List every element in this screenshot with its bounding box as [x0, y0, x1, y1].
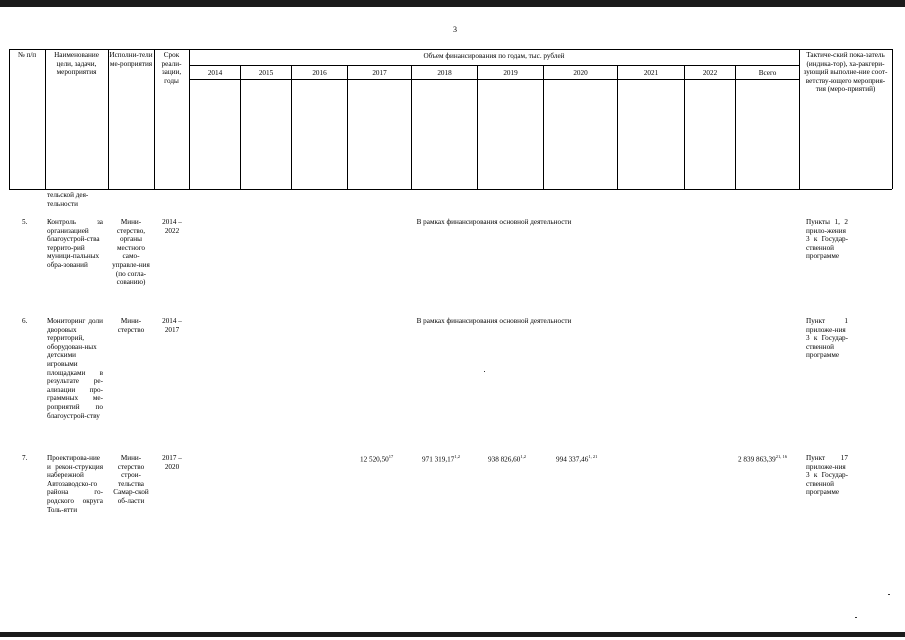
year-2016: 2016: [312, 69, 327, 77]
col-border: [892, 49, 893, 189]
header-name: Наименование цели, задачи, мероприятия: [54, 51, 99, 77]
row-executor: Мини-стерство строи-тельства Самар-ской об-ласти: [113, 454, 149, 505]
year-col-border: [684, 65, 685, 189]
col-border: [9, 49, 10, 189]
row-num: 5.: [22, 218, 28, 226]
year-total: Всего: [758, 69, 777, 77]
row-term: 2017 – 2020: [162, 454, 182, 471]
scan-speck: [855, 617, 857, 618]
row-name: Проектирова-ние и рекон-струкция набережной Автозаводско-го района го-родского округа Толь-ятти: [47, 454, 103, 514]
year-col-border: [291, 65, 292, 189]
year-2019: 2019: [503, 69, 518, 77]
header-num: № п/п: [17, 51, 37, 59]
header-bottom-line: [9, 189, 892, 190]
funding-2019: 938 826,60$^{1,2}$: [488, 454, 526, 464]
years-divider-line: [189, 79, 799, 80]
row-indicator: Пункт 17 приложе-ния 3 к Государ-ственной программе: [806, 454, 848, 497]
year-col-border: [477, 65, 478, 189]
year-2022: 2022: [702, 69, 718, 77]
year-col-border: [543, 65, 544, 189]
header-executors: Исполни-тели ме-роприятия: [109, 51, 153, 68]
year-2021: 2021: [643, 69, 659, 77]
row-name: Контроль за организацией благоустрой-ства террито-рий муници-пальных обра-зований: [47, 218, 103, 269]
row-num: 6.: [22, 317, 28, 325]
header-funding: Объем финансирования по годам, тыс. рублей: [423, 52, 565, 60]
header-top-line: [9, 49, 892, 50]
year-2015: 2015: [258, 69, 274, 77]
row-indicator: Пункт 1 приложе-ния 3 к Государ-ственной программе: [806, 317, 848, 360]
year-col-border: [347, 65, 348, 189]
row-indicator: Пункты 1, 2 прило-жения 3 к Государ-ственной программе: [806, 218, 848, 261]
header-term: Срок реали-зации, годы: [161, 51, 182, 85]
funding-total: 2 839 863,39$^{21, 16}$: [738, 454, 787, 464]
scan-speck: [484, 371, 485, 372]
row-executor: Мини-стерство, органы местного само-управле-ния (по согла-сованию): [112, 218, 150, 287]
row-name: Мониторинг доли дворовых территорий, оборудован-ных детскими игровыми площадками в результате ре-ализации про-граммных ме-роприятий по благоустрой-ству: [47, 317, 103, 420]
year-2017: 2017: [372, 69, 387, 77]
header-indicator: Тактиче-ский пока-затель (индика-тор), ха-ракгери-зующий выполне-ние соот-ветству-ющего мероприя-тия (меро-приятий): [803, 51, 888, 94]
row-term: 2014 – 2017: [162, 317, 182, 334]
top-scan-border: [0, 0, 905, 7]
year-col-border: [735, 65, 736, 189]
year-col-border: [411, 65, 412, 189]
col-border: [108, 49, 109, 189]
year-2014: 2014: [207, 69, 223, 77]
continuation-text: тельской дея-тельности: [47, 191, 89, 208]
row-executor: Мини-стерство: [117, 317, 145, 334]
year-2020: 2020: [573, 69, 588, 77]
year-col-border: [240, 65, 241, 189]
year-col-border: [617, 65, 618, 189]
row-num: 7.: [22, 454, 28, 462]
funding-divider-line: [189, 65, 799, 66]
row-term: 2014 – 2022: [162, 218, 182, 235]
row-funding-note: В рамках финансирования основной деятельности: [416, 218, 572, 226]
funding-2017: 12 520,50$^{17}$: [360, 454, 394, 464]
page-number: 3: [453, 25, 457, 34]
row-funding-note: В рамках финансирования основной деятельности: [416, 317, 572, 325]
scan-speck: [888, 594, 890, 595]
year-2018: 2018: [437, 69, 452, 77]
funding-2018: 971 319,17$^{1,2}$: [422, 454, 460, 464]
bottom-scan-border: [0, 632, 905, 637]
funding-2020: 994 337,46$^{1, 21}$: [556, 454, 598, 464]
